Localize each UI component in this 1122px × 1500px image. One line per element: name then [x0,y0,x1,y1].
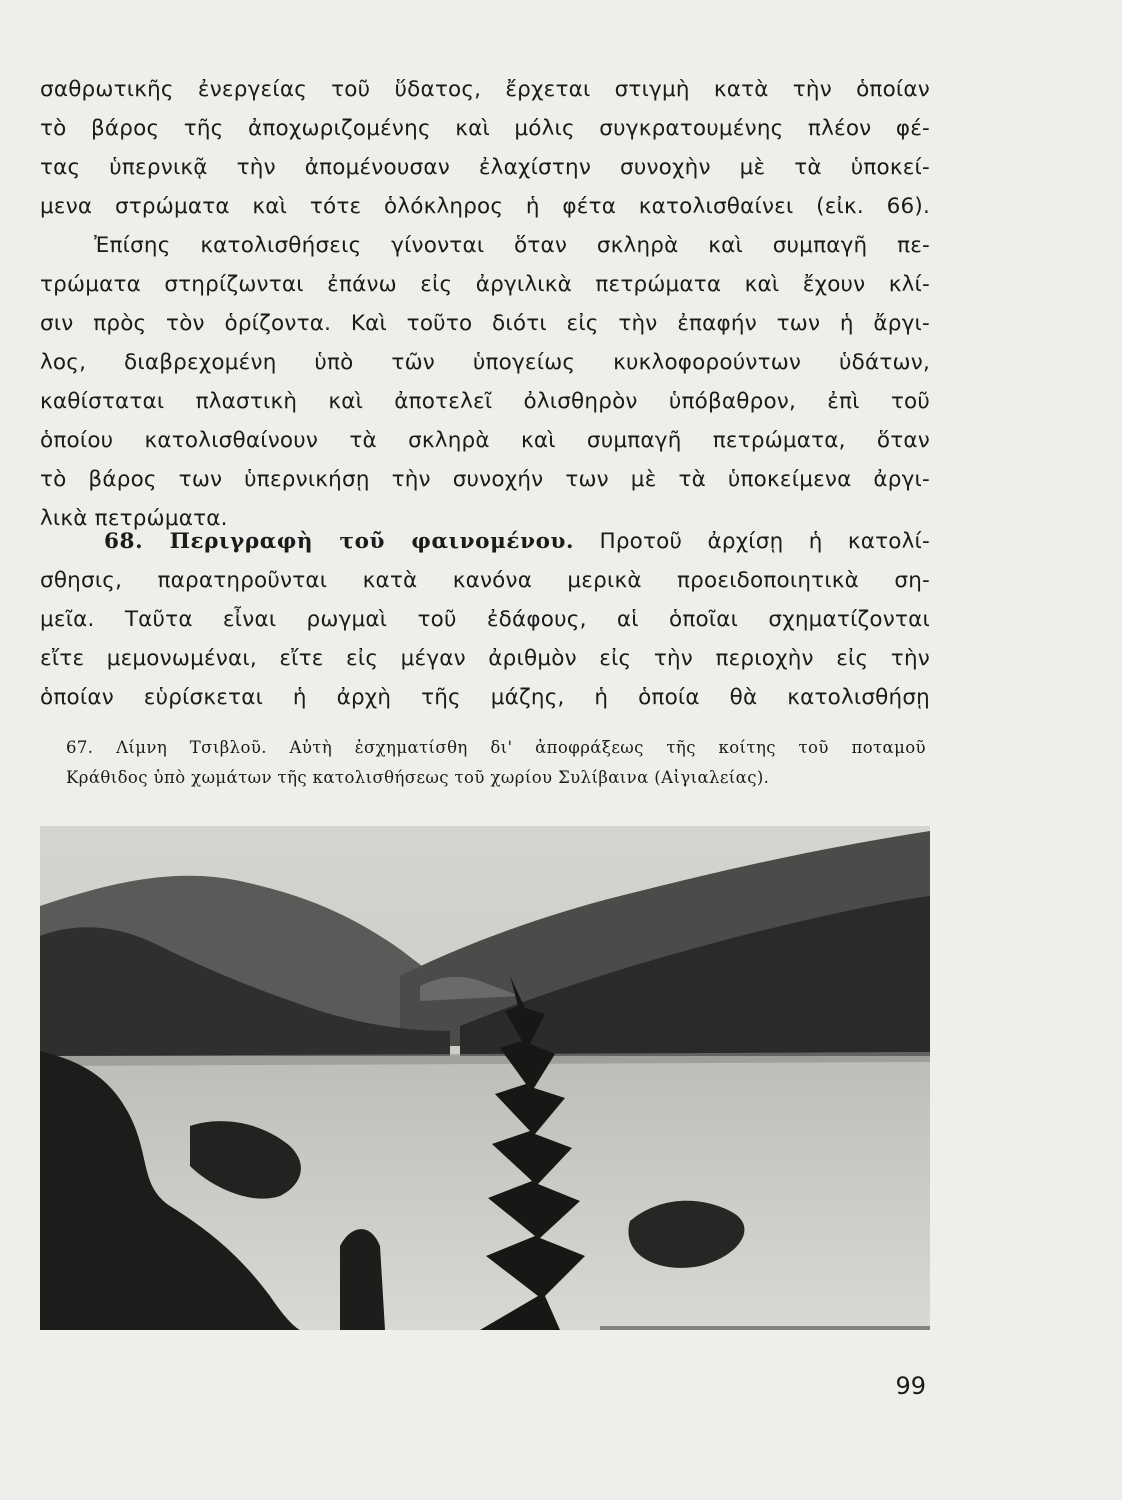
section-68 [40,522,930,717]
text-line: σθησις, παρατηροῦνται κατὰ κανόνα μερικὰ προειδοποιητικὰ ση- [40,568,930,593]
text-line: τρώματα στηρίζωνται ἐπάνω εἰς ἀργιλικὰ πετρώματα καὶ ἔχουν κλί- [40,272,930,297]
bottom-edge [600,1326,930,1330]
text-line: λικὰ πετρώματα. [40,506,228,531]
paragraph-landslide-causes [40,70,930,538]
text-line: λος, διαβρεχομένη ὑπὸ τῶν ὑπογείως κυκλοφορούντων ὑδάτων, [40,350,930,375]
text-line: μεῖα. Ταῦτα εἶναι ρωγμαὶ τοῦ ἐδάφους, αἱ ὁποῖαι σχηματίζονται [40,607,930,632]
text-line: σιν πρὸς τὸν ὁρίζοντα. Καὶ τοῦτο διότι εἰς τὴν ἐπαφήν των ἡ ἄργι- [40,311,930,336]
heading-line-text: Προτοῦ ἀρχίσῃ ἡ κατολί- [599,529,930,554]
page-number: 99 [895,1372,926,1400]
shrub [340,1229,385,1330]
text-line: μενα στρώματα καὶ τότε ὁλόκληρος ἡ φέτα κατολισθαίνει (εἰκ. 66). [40,194,930,219]
text-line: ὁποίαν εὑρίσκεται ἡ ἀρχὴ τῆς μάζης, ἡ ὁποία θὰ κατολισθήσῃ [40,685,930,710]
text-line: τας ὑπερνικᾷ τὴν ἀπομένουσαν ἐλαχίστην συνοχὴν μὲ τὰ ὑποκεί- [40,155,930,180]
text-line: Ἐπίσης κατολισθήσεις γίνονται ὅταν σκληρὰ καὶ συμπαγῆ πε- [94,233,930,258]
text-line: καθίσταται πλαστικὴ καὶ ἀποτελεῖ ὀλισθηρὸν ὑπόβαθρον, ἐπὶ τοῦ [40,389,930,414]
caption-line: 67. Λίμνη Τσιβλοῦ. Αὐτὴ ἐσχηματίσθη δι' ἀποφράξεως τῆς κοίτης τοῦ ποταμοῦ [66,738,926,757]
caption-line: Κράθιδος ὑπὸ χωμάτων τῆς κατολισθήσεως τοῦ χωρίου Συλίβαινα (Αἰγιαλείας). [66,768,770,787]
lake-photograph [40,826,930,1330]
text-line: τὸ βάρος των ὑπερνικήσῃ τὴν συνοχήν των μὲ τὰ ὑποκείμενα ἀργι- [40,467,930,492]
section-heading-line [40,522,930,561]
text-line: σαθρωτικῆς ἐνεργείας τοῦ ὕδατος, ἔρχεται στιγμὴ κατὰ τὴν ὁποίαν [40,77,930,102]
text-line: τὸ βάρος τῆς ἀποχωριζομένης καὶ μόλις συγκρατουμένης πλέον φέ- [40,116,930,141]
figure-caption [66,733,926,793]
lake-photo-image [40,826,930,1330]
text-line: ὁποίου κατολισθαίνουν τὰ σκληρὰ καὶ συμπαγῆ πετρώματα, ὅταν [40,428,930,453]
section-heading: 68. Περιγραφὴ τοῦ φαινομένου. [104,529,575,554]
text-line: εἴτε μεμονωμέναι, εἴτε εἰς μέγαν ἀριθμὸν εἰς τὴν περιοχὴν εἰς τὴν [40,646,930,671]
